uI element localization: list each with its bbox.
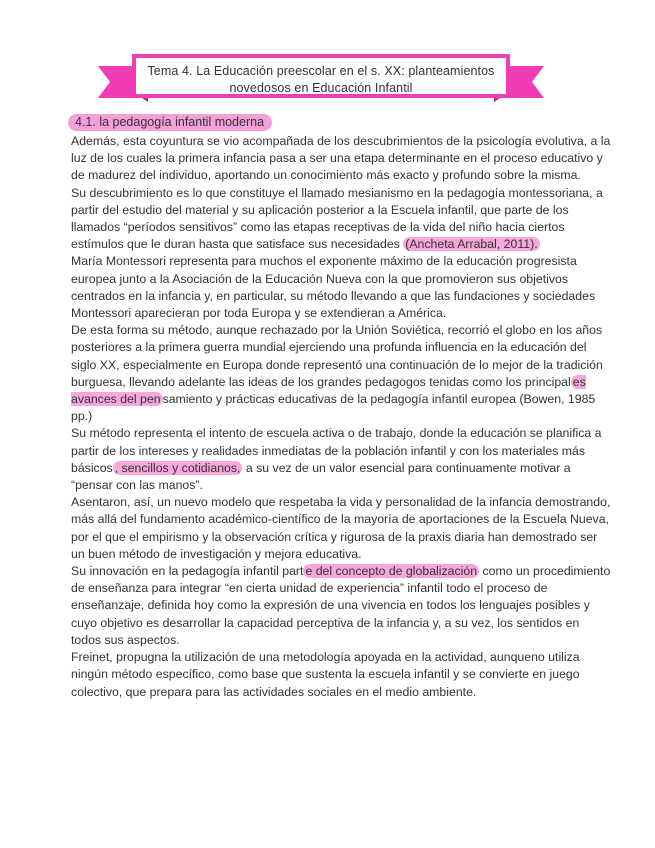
paragraph-4 [71, 322, 611, 425]
paragraph-6: Asentaron, así, un nuevo modelo que respetaba la vida y personalidad de la infancia demostrando, más allá del fundamento académico-científico de la mayoría de aportaciones de la Escuela Nueva, por el que el empirismo y la observación crítica y rigurosa de la praxis diaria han demostrado ser un buen método de investigación y mejora educativa. [71, 495, 611, 561]
document-body [71, 133, 611, 701]
paragraph-5 [71, 425, 611, 494]
banner-title-line1: Tema 4. La Educación preescolar en el s. XX: planteamientos [147, 64, 495, 78]
banner-title [134, 63, 508, 97]
paragraph-2-text: Su descubrimiento es lo que constituye el llamado mesianismo en la pedagogía montessoriana, a partir del estudio del material y su aplicación posterior a la Escuela infantil, que parte de los llamados “períodos sensitivos” como las etapas receptivas de la vida del niño hacia ciertos estímulos que le duran hasta que satisface sus necesidades [71, 185, 603, 252]
paragraph-5-highlight: , sencillos y cotidianos, [114, 460, 241, 475]
paragraph-7-highlight: e del concepto de globalización [305, 564, 478, 579]
paragraph-2 [71, 185, 611, 254]
paragraph-8: Freinet, propugna la utilización de una metodología apoyada en la actividad, aunqueno utiliza ningún método específico, como base que sustenta la escuela infantil y se convierte en juego colectivo, que prepara para las actividades sociales en el medio ambiente. [71, 650, 580, 699]
paragraph-4-text-a: De esta forma su método, aunque rechazado por la Unión Soviética, recorrió el globo en los años posteriores a la primera guerra mundial ejerciendo una profunda influencia en la educación del siglo XX, especialmente en Europa donde representó una continuación de lo mejor de la tradición burguesa, llevando adelante las ideas de los grandes pedagogos tenidas como los principal [71, 323, 603, 389]
paragraph-5-text-b: a su vez de un valor esencial para continuamente motivar a “pensar con las manos”. [71, 460, 571, 493]
paragraph-4-text-b: samiento y prácticas educativas de la pedagogía infantil europea (Bowen, 1985 pp.) [71, 392, 596, 424]
paragraph-7-text-a: Su innovación en la pedagogía infantil part [71, 564, 304, 579]
paragraph-7 [71, 563, 611, 649]
paragraph-3: María Montessori representa para muchos el exponente máximo de la educación progresista europea junto a la Asociación de la Educación Nueva con la que promovieron sus objetivos centrados en la infancia y, en particular, su método llevando a que las fundaciones y sociedades Montessori aparecieran por toda Europa y se extendieran a América. [71, 254, 596, 321]
citation-highlight: (Ancheta Arrabal, 2011). [405, 237, 538, 252]
section-heading: 4.1. la pedagogía infantil moderna [68, 114, 272, 131]
paragraph-4-highlight: es avances del pen [71, 374, 586, 407]
paragraph-5-text-a: Su método representa el intento de escuela activa o de trabajo, donde la educación se planifica a partir de los intereses y realidades inmediatas de la población infantil y con los materiales más básicos [71, 426, 602, 475]
paragraph-7-text-b: como un procedimiento de enseñanza para integrar “en cierta unidad de experiencia” infantil todo el proceso de enseñanzaje, definida hoy como la expresión de una vivencia en todos los lenguajes posibles y cuyo objetivo es desarrollar la capacidad perceptiva de la infancia y, a su vez, los sentidos en todos sus aspectos. [71, 564, 611, 647]
paragraph-1: Además, esta coyuntura se vio acompañada de los descubrimientos de la psicología evolutiva, a la luz de los cuales la primera infancia pasa a ser una etapa determinante en el proceso educativo y de madurez del individuo, aportando un conocimiento más exacto y profundo sobre la misma. [71, 134, 611, 183]
banner-title-line2: novedosos en Educación Infantil [229, 81, 413, 95]
title-banner [96, 50, 546, 110]
